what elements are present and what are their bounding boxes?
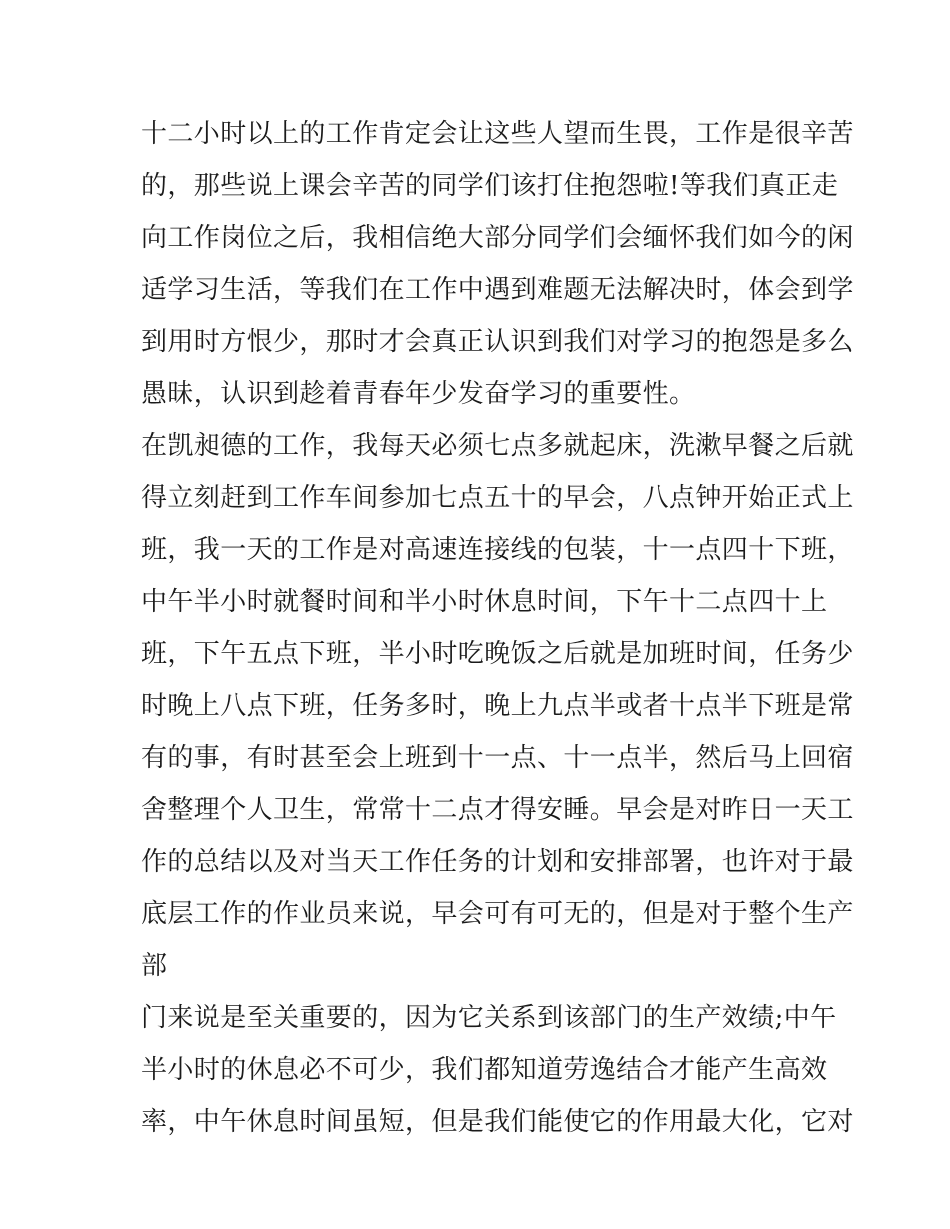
text-line: 门来说是至关重要的，因为它关系到该部门的生产效绩;中午 — [141, 1003, 837, 1033]
text-line: 作的总结以及对当天工作任务的计划和安排部署，也许对于最 — [141, 847, 854, 877]
body-text — [141, 108, 854, 1148]
text-line: 有的事，有时甚至会上班到十一点、十一点半，然后马上回宿 — [141, 743, 854, 773]
text-line: 率，中午休息时间虽短，但是我们能使它的作用最大化，它对 — [141, 1107, 854, 1137]
text-line: 班，下午五点下班，半小时吃晚饭之后就是加班时间，任务少 — [141, 639, 854, 669]
text-line: 到用时方恨少，那时才会真正认识到我们对学习的抱怨是多么 — [141, 327, 854, 357]
text-line: 舍整理个人卫生，常常十二点才得安睡。早会是对昨日一天工 — [141, 795, 854, 825]
text-line: 中午半小时就餐时间和半小时休息时间，下午十二点四十上 — [141, 587, 828, 617]
text-line: 底层工作的作业员来说，早会可有可无的，但是对于整个生产 — [141, 899, 854, 929]
text-line: 向工作岗位之后，我相信绝大部分同学们会缅怀我们如今的闲 — [141, 223, 854, 253]
text-line: 愚昧，认识到趁着青春年少发奋学习的重要性。 — [141, 379, 696, 409]
text-line: 得立刻赶到工作车间参加七点五十的早会，八点钟开始正式上 — [141, 483, 854, 513]
text-line: 班，我一天的工作是对高速连接线的包装，十一点四十下班， — [141, 535, 854, 565]
text-line: 部 — [141, 951, 168, 981]
text-line: 时晚上八点下班，任务多时，晚上九点半或者十点半下班是常 — [141, 691, 854, 721]
text-line: 十二小时以上的工作肯定会让这些人望而生畏，工作是很辛苦 — [141, 119, 854, 149]
text-line: 半小时的休息必不可少，我们都知道劳逸结合才能产生高效 — [141, 1055, 828, 1085]
text-line: 适学习生活，等我们在工作中遇到难题无法解决时，体会到学 — [141, 275, 854, 305]
text-line: 在凯昶德的工作，我每天必须七点多就起床，洗漱早餐之后就 — [141, 431, 854, 461]
text-line: 的，那些说上课会辛苦的同学们该打住抱怨啦!等我们真正走 — [141, 171, 839, 201]
